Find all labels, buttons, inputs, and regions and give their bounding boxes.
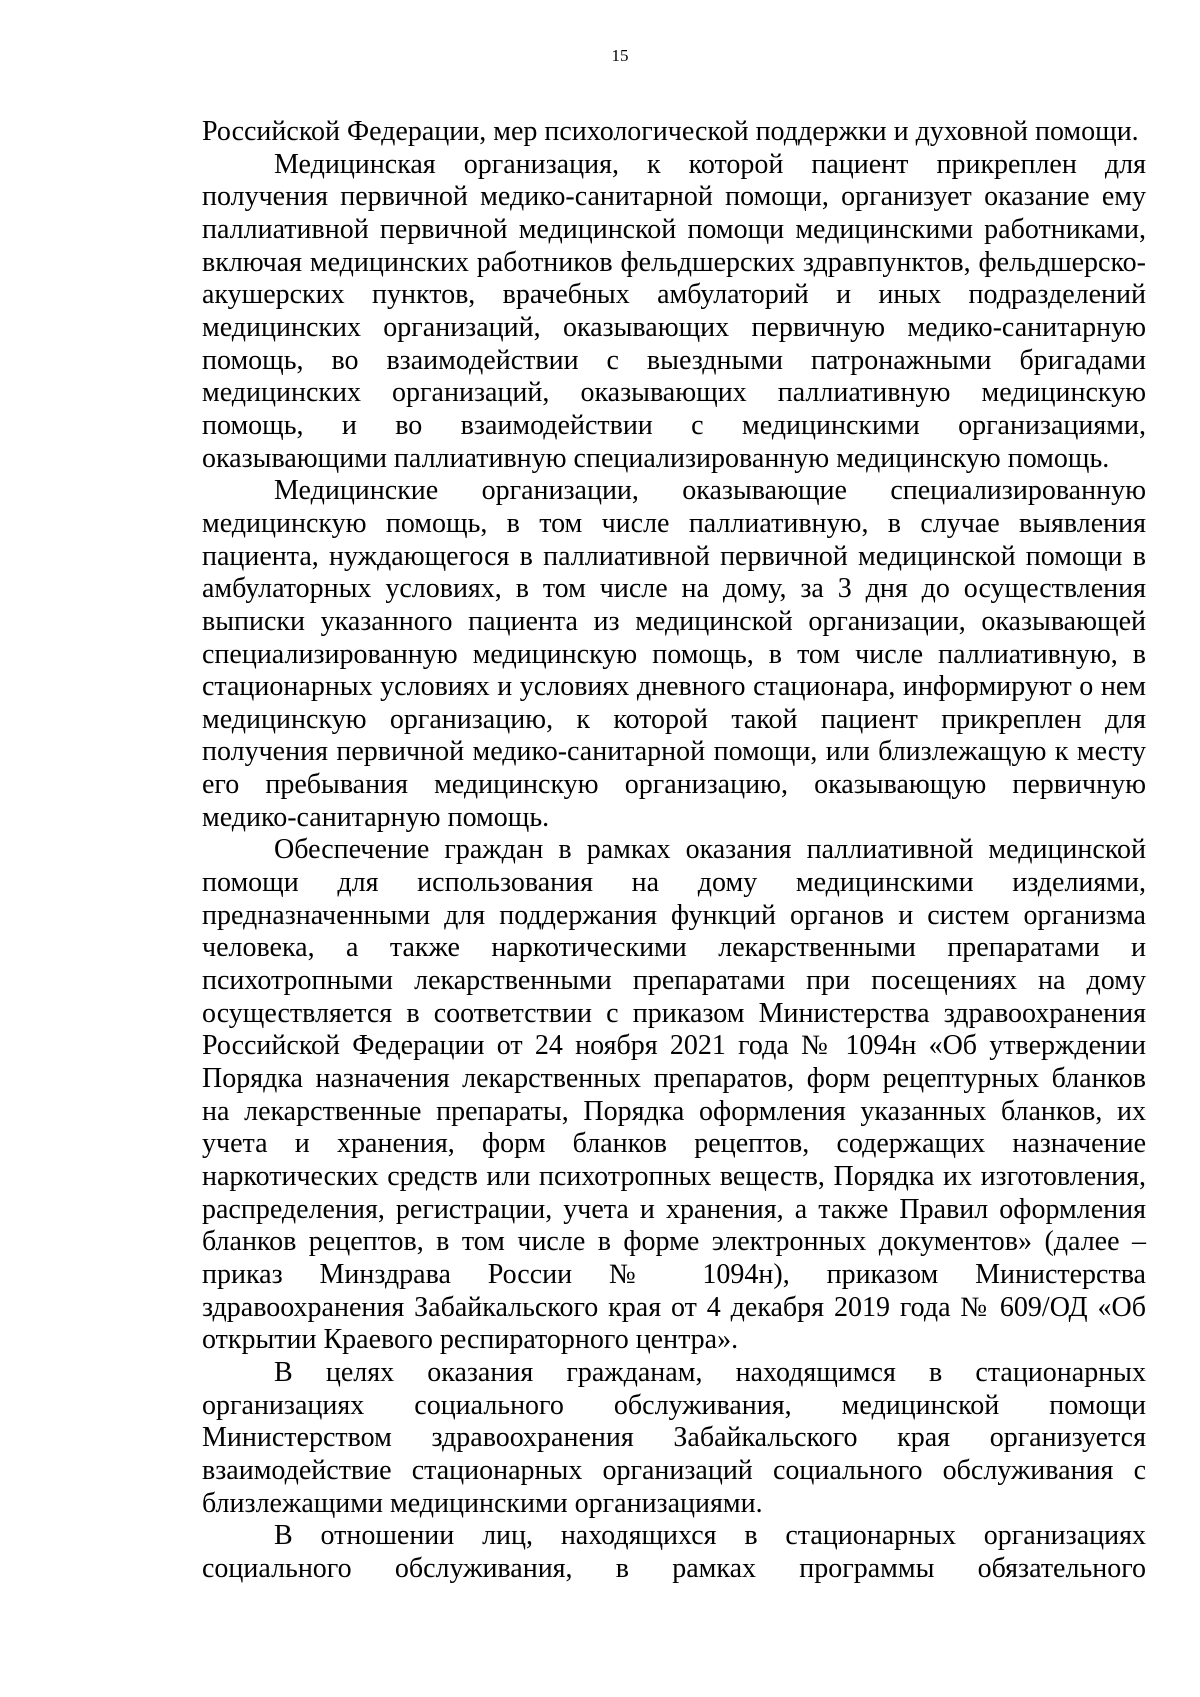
document-body — [202, 116, 1146, 1586]
paragraph-specialized-care-discharge: Медицинские организации, оказывающие специализированную медицинскую помощь, в том числе паллиативную, в случае выявления пациента, нуждающегося в паллиативной первичной медицинской помощи в амбулаторных условиях, в том числе на дому, за 3 дня до осуществления выписки указанного пациента из медицинской организации, оказывающей специализированную медицинскую помощь, в том числе паллиативную, в стационарных условиях и условиях дневного стационара, информируют о нем медицинскую организацию, к которой такой пациент прикреплен для получения первичной медико-санитарной помощи, или близлежащую к месту его пребывания медицинскую организацию, оказывающую первичную медико-санитарную помощь. — [202, 475, 1146, 833]
page-number: 15 — [611, 46, 629, 65]
paragraph-medical-devices-provision: Обеспечение граждан в рамках оказания паллиативной медицинской помощи для использования на дому медицинскими изделиями, предназначенными для поддержания функций органов и систем организма человека, а также наркотическими лекарственными препаратами и психотропными лекарственными препаратами при посещениях на дому осуществляется в соответствии с приказом Министерства здравоохранения Российской Федерации от 24 ноября 2021 года № 1094н «Об утверждении Порядка назначения лекарственных препаратов, форм рецептурных бланков на лекарственные препараты, Порядка оформления указанных бланков, их учета и хранения, форм бланков рецептов, содержащих назначение наркотических средств или психотропных веществ, Порядка их изготовления, распределения, регистрации, учета и хранения, а также Правил оформления бланков рецептов, в том числе в форме электронных документов» (далее – приказ Минздрава России № 1094н), приказом Министерства здравоохранения Забайкальского края от 4 декабря 2019 года № 609/ОД «Об открытии Краевого респираторного центра». — [202, 834, 1146, 1356]
paragraph-compulsory-insurance-start: В отношении лиц, находящихся в стационарных организациях социального обслуживания, в рамках программы обязательного — [202, 1520, 1146, 1584]
paragraph-palliative-primary-care: Медицинская организация, к которой пациент прикреплен для получения первичной медико-санитарной помощи, организует оказание ему паллиативной первичной медицинской помощи медицинскими работниками, включая медицинских работников фельдшерских здравпунктов, фельдшерско-акушерских пунктов, врачебных амбулаторий и иных подразделений медицинских организаций, оказывающих первичную медико-санитарную помощь, во взаимодействии с выездными патронажными бригадами медицинских организаций, оказывающих паллиативную медицинскую помощь, и во взаимодействии с медицинскими организациями, оказывающими паллиативную специализированную медицинскую помощь. — [202, 148, 1146, 474]
paragraph-social-service-organizations: В целях оказания гражданам, находящимся в стационарных организациях социального обслуживания, медицинской помощи Министерством здравоохранения Забайкальского края организуется взаимодействие стационарных организаций социального обслуживания с близлежащими медицинскими организациями. — [202, 1356, 1146, 1519]
paragraph-continuation: Российской Федерации, мер психологической поддержки и духовной помощи. — [202, 116, 1139, 147]
